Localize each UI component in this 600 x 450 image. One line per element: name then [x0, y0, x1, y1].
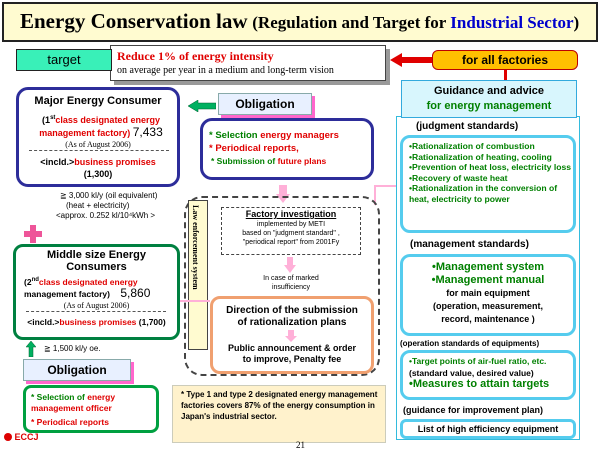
factory-investigation-title: Factory investigation: [245, 209, 337, 219]
green-arrow-left-icon: [188, 100, 216, 112]
target-label-box: target: [16, 49, 112, 71]
insufficiency-text: [236, 274, 346, 292]
target-headline: Reduce 1% of energy intensity: [117, 49, 274, 63]
major-incld-prefix: <incld.>: [40, 157, 75, 167]
threshold-middle: ≧ 1,500 kl/y oe.: [44, 344, 101, 353]
middle-as-of: (As of August 2006): [63, 301, 130, 310]
judgment-item: •Rationalization of combustion: [409, 141, 535, 151]
guidance-box: [401, 80, 577, 118]
red-arrow-left-icon: [390, 53, 432, 67]
improvement-header: (guidance for improvement plan): [403, 405, 544, 415]
middle-divider: [26, 311, 166, 312]
law-enforcement-label: Law enforcement system: [188, 200, 208, 350]
obligation-major-item: * Periodical reports,: [209, 143, 299, 154]
management-line1: •Management system: [431, 261, 545, 273]
major-incld-count: (1,300): [83, 169, 113, 179]
direction-line2: of rationalization plans: [237, 317, 347, 328]
obligations-major-box: [200, 118, 374, 180]
obligations-middle-box: [23, 385, 159, 433]
management-box: [400, 254, 576, 336]
operations-line3: •Measures to attain targets: [409, 378, 550, 390]
judgment-item: •Prevention of heat loss, electricity loss: [409, 162, 572, 172]
logo: ECCJ: [4, 432, 39, 442]
middle-title1: Middle size Energy: [46, 249, 147, 261]
all-factories-box: for all factories: [432, 50, 578, 70]
arrow-down-icon: [284, 257, 296, 273]
major-sub-rest: class designated energy: [55, 115, 160, 125]
obligation-middle-item: * Selection of energy management officer: [31, 392, 116, 413]
obligation-major-item: * Submission of future plans: [211, 156, 327, 166]
judgment-box: [400, 135, 576, 233]
insufficiency-line2: insufficiency: [271, 284, 310, 291]
operations-line2: (standard value, desired value): [409, 368, 534, 378]
middle-incld-prefix: <incld.>: [27, 317, 60, 327]
factory-investigation-line3: "periodical report" from 2001Fy: [242, 239, 340, 246]
page-title: Energy Conservation law (Regulation and Target for Industrial Sector): [20, 9, 580, 33]
middle-sub-open: (2: [24, 276, 32, 287]
major-sub-open: (1: [42, 115, 51, 125]
connector-line: [180, 300, 210, 302]
factory-investigation-box: [221, 207, 361, 255]
management-line4: (operation, measurement,: [432, 301, 544, 311]
direction-line1: Direction of the submission: [226, 305, 358, 316]
obligation-label-middle: Obligation: [23, 359, 131, 381]
guidance-line1: Guidance and advice: [433, 85, 545, 97]
middle-incld-count: (1,700): [138, 317, 166, 327]
management-header: (management standards): [410, 239, 529, 250]
major-sub-sup: st: [50, 115, 56, 121]
direction-box: [210, 296, 374, 374]
insufficiency-line1: In case of marked: [263, 275, 319, 282]
page-number: 21: [296, 440, 305, 450]
judgment-item: •Recovery of waste heat: [409, 172, 508, 183]
guidance-line2: for energy management: [426, 100, 552, 112]
management-line5: record, maintenance ): [441, 314, 535, 324]
green-arrow-up-icon: [26, 341, 36, 357]
major-divider: [29, 150, 169, 151]
improvement-item: List of high efficiency equipment: [400, 419, 576, 439]
operations-header: (operation standards of equipments): [400, 339, 540, 348]
obligation-middle-item: * Periodical reports: [31, 417, 109, 427]
direction-line4: to improve, Penalty fee: [242, 354, 342, 364]
middle-consumer-box: [13, 244, 180, 340]
factory-investigation-line2: based on "judgment standard" ,: [242, 230, 340, 237]
major-title: Major Energy Consumer: [34, 95, 162, 107]
management-line2: •Management manual: [431, 274, 545, 286]
connector-line: [374, 185, 396, 187]
operations-box: [400, 350, 576, 400]
operations-line1: •Target points of air-fuel ratio, etc.: [409, 356, 547, 366]
middle-incld-text: business promises: [59, 317, 137, 327]
threshold1-line2: (heat + electricity): [66, 201, 130, 210]
major-consumer-box: [16, 87, 180, 187]
arrow-down-icon: [285, 330, 297, 342]
major-sub-line2: management factory): [39, 128, 131, 138]
middle-sub-sup: nd: [31, 277, 39, 283]
coverage-note: * Type 1 and type 2 designated energy management factories covers 87% of the energy consumption in Japan's industrial sector.: [172, 385, 386, 443]
judgment-item: •Rationalization of heating, cooling: [409, 151, 552, 162]
judgment-header: (judgment standards): [416, 121, 519, 132]
target-detail: on average per year in a medium and long-term vision: [117, 65, 334, 76]
obligation-label-major: Obligation: [218, 93, 312, 115]
middle-count: 5,860: [120, 285, 151, 300]
middle-sub-line2: management factory): [24, 288, 110, 299]
threshold1-line1: ≧ 3,000 kl/y (oil equivalent): [60, 191, 158, 200]
logo-dot-icon: [4, 433, 12, 441]
middle-sub-rest: class designated energy: [38, 276, 138, 287]
middle-title2: Consumers: [66, 261, 127, 273]
threshold1-line3: <approx. 0.252 kl/10⁴kWh >: [56, 211, 156, 220]
direction-line3: Public announcement & order: [227, 343, 357, 353]
management-line3: for main equipment: [446, 288, 530, 298]
judgment-item: •Rationalization in the conversion of heat, electricity to power: [409, 183, 558, 204]
threshold-major: [56, 191, 200, 221]
major-incld-text: business promises: [74, 157, 156, 167]
obligation-major-item: * Selection energy managers: [209, 130, 339, 141]
factory-investigation-line1: implemented by METI: [256, 221, 326, 228]
major-as-of: (As of August 2006): [65, 140, 131, 149]
plus-icon: [24, 225, 42, 243]
major-count: 7,433: [132, 125, 163, 139]
